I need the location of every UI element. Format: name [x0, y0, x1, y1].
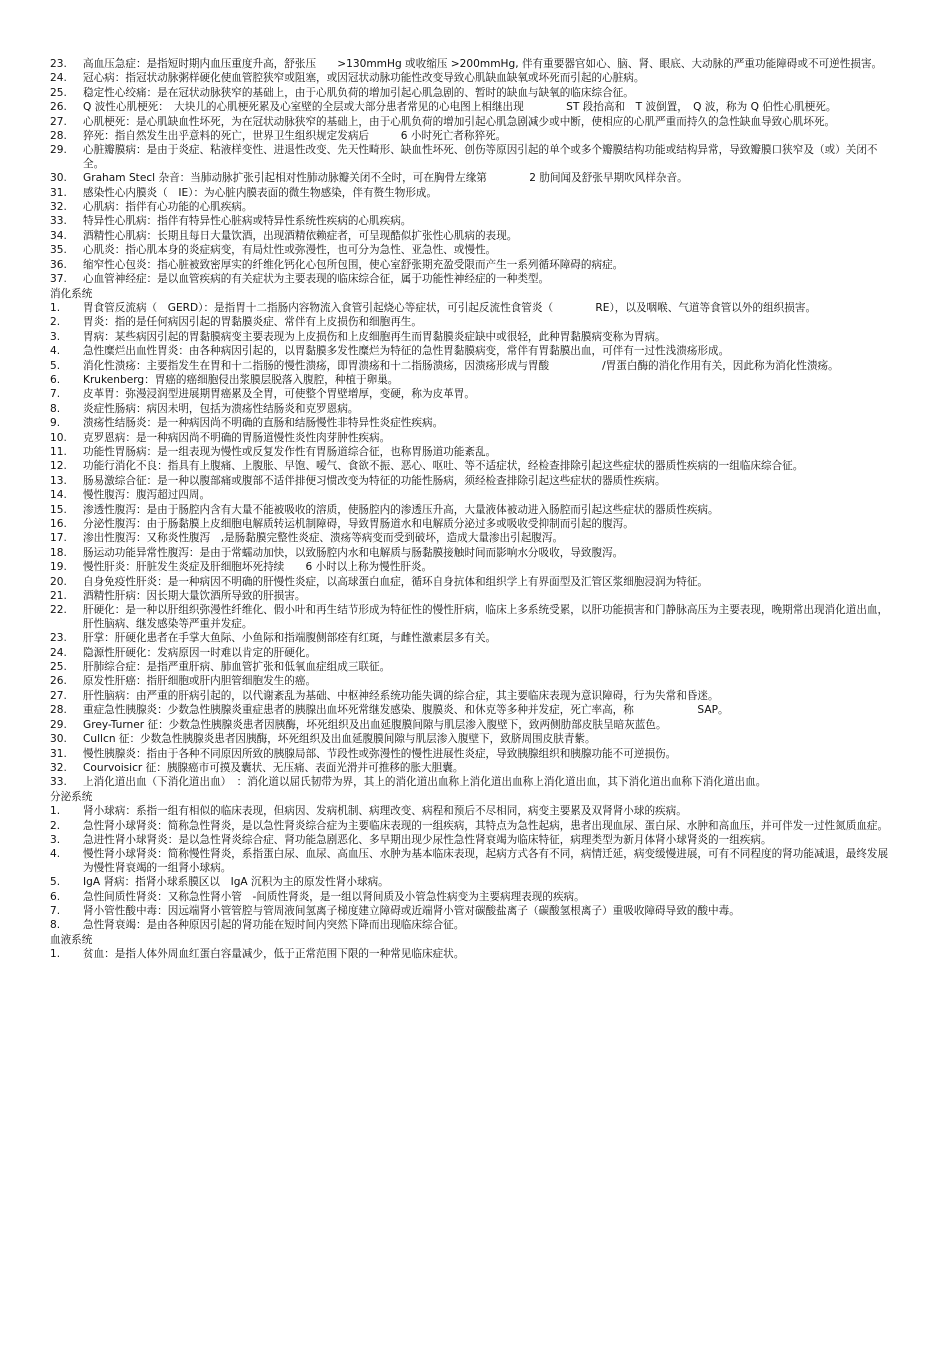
term-entry: [0, 820, 950, 833]
term-entry: [0, 144, 950, 171]
entry-definition: 酒精性心肌病：长期且每日大量饮酒，出现酒精依赖症者，可呈现酷似扩张性心肌病的表现。: [83, 229, 518, 242]
entry-definition: 皮革胃：弥漫浸润型进展期胃癌累及全胃，可使整个胃壁增厚，变硬，称为皮革胃。: [83, 388, 475, 401]
entry-number: 5.: [50, 359, 61, 372]
entry-number: 30.: [50, 733, 67, 746]
entry-definition: 胃病：某些病因引起的胃黏膜病变主要表现为上皮损伤和上皮细胞再生而胃黏膜炎症缺中或很轻，此种胃黏膜病变称为胃病。: [83, 330, 666, 343]
entry-number: 3.: [50, 833, 61, 846]
term-entry: [0, 675, 950, 688]
entry-number: 26.: [50, 675, 67, 688]
entry-number: 27.: [50, 689, 67, 702]
term-entry: [0, 388, 950, 401]
entry-definition: 慢性胰腺炎：指由于各种不同原因所致的胰腺局部、节段性或弥漫性的慢性进展性炎症，导致胰腺组织和胰腺功能不可逆损伤。: [83, 747, 677, 760]
entry-number: 28.: [50, 704, 67, 717]
term-entry: [0, 748, 950, 761]
term-entry: [0, 215, 950, 228]
entry-number: 37.: [50, 273, 67, 286]
entry-definition: 特异性心肌病：指伴有特异性心脏病或特异性系统性疾病的心肌疾病。: [83, 215, 412, 228]
entry-definition: 感染性心内膜炎（ IE）：为心脏内膜表面的微生物感染，伴有赘生物形成。: [83, 186, 438, 199]
entry-number: 7.: [50, 388, 61, 401]
entry-number: 17.: [50, 532, 67, 545]
term-entry: [0, 360, 950, 373]
entry-number: 19.: [50, 561, 67, 574]
entry-definition: 肝性脑病：由严重的肝病引起的，以代谢紊乱为基础、中枢神经系统功能失调的综合症，其主要临床表现为意识障碍，行为失常和昏迷。: [83, 689, 719, 702]
term-entry: [0, 948, 950, 961]
entry-number: 14.: [50, 489, 67, 502]
entry-definition: Courvoisicr 征：胰腺癌市可摸及囊状、无压痛、表面光滑并可推移的胀大胆囊。: [83, 761, 464, 774]
entry-number: 34.: [50, 229, 67, 242]
entry-definition: 功能行消化不良：指具有上腹痛、上腹胀、早饱、嗳气、食欲不振、恶心、呕吐、等不适症状，经检查排除引起这些症状的器质性疾病的一组临床综合征。: [83, 460, 804, 473]
entry-number: 21.: [50, 590, 67, 603]
entry-definition: 隐源性肝硬化：发病原因一时难以肯定的肝硬化。: [83, 646, 317, 659]
entry-number: 29.: [50, 144, 67, 157]
term-entry: [0, 101, 950, 114]
entry-definition: 重症急性胰腺炎：少数急性胰腺炎重症患者的胰腺出血坏死常继发感染、腹膜炎、和休克等多种并发症，死亡率高，称 SAP。: [83, 704, 729, 717]
entry-definition: 渗透性腹泻：是由于肠腔内含有大量不能被吸收的溶质，使肠腔内的渗透压升高，大量液体被动进入肠腔而引起这些症状的器质性疾病。: [83, 503, 719, 516]
entry-definition: 渗出性腹泻：又称炎性腹泻 ,是肠黏膜完整性炎症、溃疡等病变而受到破坏，造成大量渗出引起腹泻。: [83, 532, 564, 545]
entry-definition: 胃食管反流病（ GERD）：是指胃十二指肠内容物流入食管引起烧心等症状，可引起反流性食管炎（ RE），以及咽喉、气道等食管以外的组织损害。: [83, 301, 817, 314]
term-entry: [0, 719, 950, 732]
entry-definition: 肠运动功能异常性腹泻：是由于常蠕动加快，以致肠腔内水和电解质与肠黏膜接触时间而影响水分吸收，导致腹泻。: [83, 546, 624, 559]
term-entry: [0, 187, 950, 200]
term-entry: [0, 87, 950, 100]
entry-definition: 急性肾衰竭：是由各种原因引起的肾功能在短时间内突然下降而出现临床综合征。: [83, 919, 465, 932]
entry-definition: 心脏瓣膜病：是由于炎症、粘液样变性、进退性改变、先天性畸形、缺血性坏死、创伤等原因引起的单个或多个瓣膜结构功能或结构异常，导致瓣膜口狭窄及（或）关闭不全。: [83, 144, 878, 170]
term-entry: [0, 201, 950, 214]
entry-number: 29.: [50, 718, 67, 731]
entry-number: 35.: [50, 244, 67, 257]
term-entry: [0, 891, 950, 904]
term-entry: [0, 58, 950, 71]
entry-definition: Krukenberg：胃癌的癌细胞侵出浆膜层脱落入腹腔，种植于卵巢。: [83, 373, 399, 386]
term-entry: [0, 504, 950, 517]
entry-definition: 心肌炎：指心肌本身的炎症病变，有局灶性或弥漫性，也可分为急性、亚急性、或慢性。: [83, 244, 497, 257]
term-entry: [0, 72, 950, 85]
entry-number: 18.: [50, 546, 67, 559]
term-entry: [0, 417, 950, 430]
term-entry: [0, 561, 950, 574]
entry-definition: Graham Stecl 杂音：当肺动脉扩张引起相对性肺动脉瓣关闭不全时，可在胸骨左缘第 2 肋间闻及舒张早期吹风样杂音。: [83, 172, 688, 185]
entry-definition: 肝硬化：是一种以肝组织弥漫性纤维化、假小叶和再生结节形成为特征性的慢性肝病，临床上多系统受累，以肝功能损害和门静脉高压为主要表现，晚期常出现消化道出血，肝性脑病、继发感染等严重并发症。: [83, 604, 889, 630]
entry-number: 31.: [50, 747, 67, 760]
entry-number: 32.: [50, 201, 67, 214]
entry-number: 10.: [50, 431, 67, 444]
entry-number: 27.: [50, 115, 67, 128]
term-entry: [0, 345, 950, 358]
entry-number: 32.: [50, 761, 67, 774]
term-entry: [0, 130, 950, 143]
term-entry: [0, 704, 950, 717]
entry-number: 28.: [50, 130, 67, 143]
entry-number: 24.: [50, 72, 67, 85]
term-entry: [0, 230, 950, 243]
entry-number: 31.: [50, 186, 67, 199]
entry-definition: 胃炎：指的是任何病因引起的胃黏膜炎症、常伴有上皮损伤和细胞再生。: [83, 316, 422, 329]
term-entry: [0, 834, 950, 847]
term-entry: [0, 331, 950, 344]
term-entry: [0, 632, 950, 645]
entry-definition: 肝肺综合症：是指严重肝病、肺血管扩张和低氧血症组成三联征。: [83, 661, 391, 674]
entry-number: 3.: [50, 330, 61, 343]
entry-number: 1.: [50, 805, 61, 818]
term-entry: [0, 172, 950, 185]
entry-definition: 消化性溃疡：主要指发生在胃和十二指肠的慢性溃疡，即胃溃疡和十二指肠溃疡，因溃疡形成与胃酸 /胃蛋白酶的消化作用有关，因此称为消化性溃疡。: [83, 359, 839, 372]
term-entry: [0, 604, 950, 631]
entry-number: 23.: [50, 58, 67, 70]
entry-definition: 克罗恩病：是一种病因尚不明确的胃肠道慢性炎性肉芽肿性疾病。: [83, 431, 391, 444]
entry-definition: 肠易激综合征：是一种以腹部痛或腹部不适伴排便习惯改变为特征的功能性肠病，须经检查排除引起这些症状的器质性疾病。: [83, 474, 666, 487]
entry-definition: 肝掌：肝硬化患者在手掌大鱼际、小鱼际和指端腹侧部痊有红斑，与雌性激素层多有关。: [83, 632, 497, 645]
entry-number: 6.: [50, 373, 61, 386]
term-entry: [0, 661, 950, 674]
term-entry: [0, 762, 950, 775]
entry-definition: 慢性腹泻：腹泻超过四周。: [83, 489, 211, 502]
entry-number: 13.: [50, 474, 67, 487]
entry-number: 23.: [50, 632, 67, 645]
entry-number: 36.: [50, 258, 67, 271]
entry-definition: 炎症性肠病：病因未明，包括为溃疡性结肠炎和克罗恩病。: [83, 402, 359, 415]
section-heading: 分泌系统: [50, 790, 93, 803]
term-entry: [0, 647, 950, 660]
term-entry: [0, 876, 950, 889]
entry-number: 2.: [50, 316, 61, 329]
entry-number: 26.: [50, 101, 67, 114]
entry-definition: 肾小球病：系指一组有相似的临床表现，但病因、发病机制、病理改变、病程和预后不尽相同，病变主要累及双肾肾小球的疾病。: [83, 805, 687, 818]
entry-definition: 急性糜烂出血性胃炎：由各种病因引起的，以胃黏膜多发性糜烂为特征的急性胃黏膜病变，常伴有胃黏膜出血，可伴有一过性浅溃疡形成。: [83, 345, 730, 358]
entry-definition: 缩窄性心包炎：指心脏被致密厚实的纤维化钙化心包所包围，使心室舒张期充盈受限而产生一系列循环障碍的病症。: [83, 258, 624, 271]
entry-definition: 贫血：是指人体外周血红蛋白容量减少，低于正常范围下限的一种常见临床症状。: [83, 948, 465, 961]
entry-definition: 原发性肝癌：指肝细胞或肝内胆管细胞发生的癌。: [83, 675, 317, 688]
entry-definition: 酒精性肝病：因长期大量饮酒所导致的肝损害。: [83, 590, 306, 603]
entry-number: 33.: [50, 215, 67, 228]
term-entry: [0, 302, 950, 315]
entry-number: 33.: [50, 776, 67, 789]
entry-definition: 心血管神经症：是以血管疾病的有关症状为主要表现的临床综合征，属于功能性神经症的一种类型。: [83, 273, 550, 286]
entry-definition: 自身免疫性肝炎：是一种病因不明确的肝慢性炎症，以高球蛋白血症，循环自身抗体和组织学上有界面型及汇管区浆细胞浸润为特征。: [83, 575, 709, 588]
term-entry: [0, 848, 950, 875]
entry-definition: Q 波性心肌梗死： 大块儿的心肌梗死累及心室壁的全层或大部分患者常见的心电图上相继出现 ST 段抬高和 T 波倒置， Q 波，称为 Q 伯性心肌梗死。: [83, 101, 837, 114]
entry-definition: 猝死：指自然发生出乎意料的死亡，世界卫生组织规定发病后 6 小时死亡者称猝死。: [83, 130, 507, 143]
term-entry: [0, 460, 950, 473]
section-heading: 血液系统: [50, 933, 93, 946]
term-entry: [0, 475, 950, 488]
term-entry: [0, 518, 950, 531]
entry-number: 1.: [50, 948, 61, 961]
entry-definition: 稳定性心绞痛：是在冠状动脉狭窄的基础上，由于心肌负荷的增加引起心肌急剧的、暂时的缺血与缺氧的临床综合征。: [83, 86, 634, 99]
entry-number: 6.: [50, 890, 61, 903]
term-entry: [0, 374, 950, 387]
section-heading: 消化系统: [50, 287, 93, 300]
entry-number: 4.: [50, 848, 61, 861]
entry-definition: 功能性胃肠病：是一组表现为慢性或反复发作性有胃肠道综合征，也称胃肠道功能紊乱。: [83, 445, 497, 458]
document-body: [0, 58, 950, 963]
entry-definition: 心肌梗死：是心肌缺血性坏死，为在冠状动脉狭窄的基础上，由于心肌负荷的增加引起心肌急剧减少或中断，使相应的心肌严重而持久的急性缺血导致心肌坏死。: [83, 115, 836, 128]
term-entry: [0, 733, 950, 746]
term-entry: [0, 432, 950, 445]
entry-definition: 高血压急症：是指短时期内血压重度升高，舒张压 >130mmHg 或收缩压 >200mmHg, 伴有重要器官如心、脑、肾、眼底、大动脉的严重功能障碍或不可逆性损害。: [83, 58, 883, 70]
entry-definition: 急性肾小球肾炎：简称急性肾炎，是以急性肾炎综合症为主要临床表现的一组疾病，其特点为急性起病，患者出现血尿、蛋白尿、水肿和高血压，并可伴发一过性氮质血症。: [83, 819, 889, 832]
term-entry: [0, 259, 950, 272]
entry-definition: 急进性肾小球肾炎：是以急性肾炎综合症、肾功能急剧恶化、多早期出现少尿性急性肾衰竭为临床特征，病理类型为新月体肾小球肾炎的一组疾病。: [83, 833, 772, 846]
term-entry: [0, 532, 950, 545]
entry-number: 15.: [50, 503, 67, 516]
entry-definition: 慢性肝炎：肝脏发生炎症及肝细胞坏死持续 6 小时以上称为慢性肝炎。: [83, 561, 433, 574]
entry-definition: 分泌性腹泻：由于肠黏膜上皮细胞电解质转运机制障碍，导致胃肠道水和电解质分泌过多或吸收受抑制而引起的腹泻。: [83, 518, 634, 530]
term-entry: [0, 403, 950, 416]
entry-number: 25.: [50, 86, 67, 99]
term-entry: [0, 547, 950, 560]
entry-number: 1.: [50, 301, 61, 314]
term-entry: [0, 805, 950, 818]
entry-definition: Grey-Turner 征：少数急性胰腺炎患者因胰酶，坏死组织及出血延腹膜间隙与肌层渗入腹壁下，致两侧肋部皮肤呈暗灰蓝色。: [83, 718, 667, 731]
entry-number: 25.: [50, 661, 67, 674]
entry-number: 5.: [50, 876, 61, 889]
entry-number: 30.: [50, 172, 67, 185]
entry-number: 9.: [50, 417, 61, 430]
term-entry: [0, 690, 950, 703]
entry-number: 12.: [50, 460, 67, 473]
entry-definition: 慢性肾小球肾炎：简称慢性肾炎，系指蛋白尿、血尿、高血压、水肿为基本临床表现，起病方式各有不同，病情迁延，病变缓慢进展，可有不同程度的肾功能减退，最终发展为慢性肾衰竭的一组肾小球病。: [83, 848, 889, 874]
entry-number: 24.: [50, 646, 67, 659]
term-entry: [0, 590, 950, 603]
entry-definition: IgA 肾病：指肾小球系膜区以 IgA 沉积为主的原发性肾小球病。: [83, 876, 389, 889]
term-entry: [0, 919, 950, 932]
entry-definition: Cullcn 征：少数急性胰腺炎患者因胰酶，坏死组织及出血延腹膜间隙与肌层渗入腹壁下，致脐周围皮肤青紫。: [83, 733, 596, 746]
term-entry: [0, 316, 950, 329]
entry-number: 22.: [50, 604, 67, 617]
entry-definition: 溃疡性结肠炎：是一种病因尚不明确的直肠和结肠慢性非特异性炎症性疾病。: [83, 417, 444, 430]
entry-number: 20.: [50, 575, 67, 588]
entry-definition: 急性间质性肾炎：又称急性肾小管 -间质性肾炎，是一组以肾间质及小管急性病变为主要病理表现的疾病。: [83, 890, 585, 903]
term-entry: [0, 116, 950, 129]
term-entry: [0, 244, 950, 257]
entry-definition: 冠心病：指冠状动脉粥样硬化使血管腔狭窄或阻塞，或因冠状动脉功能性改变导致心肌缺血缺氧或坏死而引起的心脏病。: [83, 72, 645, 85]
entry-definition: 心肌病：指伴有心功能的心肌疾病。: [83, 201, 253, 214]
term-entry: [0, 576, 950, 589]
entry-number: 2.: [50, 819, 61, 832]
term-entry: [0, 489, 950, 502]
entry-number: 11.: [50, 445, 67, 458]
entry-number: 8.: [50, 402, 61, 415]
term-entry: [0, 905, 950, 918]
entry-number: 8.: [50, 919, 61, 932]
term-entry: [0, 776, 950, 789]
entry-number: 7.: [50, 904, 61, 917]
term-entry: [0, 273, 950, 286]
entry-definition: 肾小管性酸中毒：因远端肾小管管腔与管周液间氢离子梯度建立障碍或近端肾小管对碳酸盐离子（碳酸氢根离子）重吸收障碍导致的酸中毒。: [83, 904, 740, 917]
entry-number: 16.: [50, 518, 67, 530]
entry-number: 4.: [50, 345, 61, 358]
term-entry: [0, 446, 950, 459]
entry-definition: 上消化道出血（下消化道出血） ：消化道以屈氏韧带为界，其上的消化道出血称上消化道出血称上消化道出血，其下消化道出血称下消化道出血。: [83, 776, 767, 789]
